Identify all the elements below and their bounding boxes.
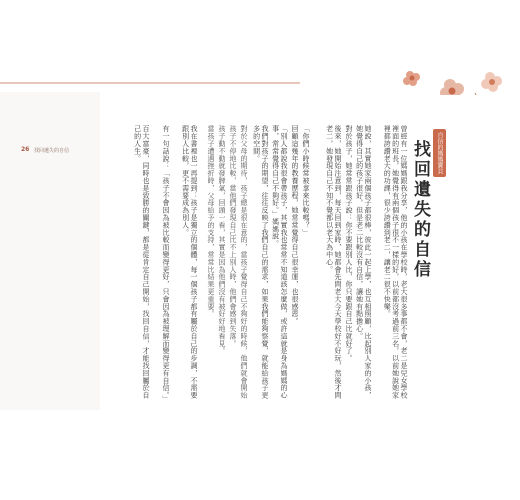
paragraph: 有一句話說：「孩子不會因為被比較而變得更好，只會因為被理解而變得更有自信。」 [162,125,170,403]
section-title: 找回遺失的自信 [410,140,430,280]
bullet-item: 當孩子遭遇挫折時，父母給予的支持，常常比結果更重要。 [207,125,215,318]
flower-icon [403,71,420,86]
flower-icon [481,72,502,92]
text-page [103,95,498,413]
paragraph: 曾經有一位媽媽跟我分享，他的小孩在學校時，老大很多事都不會，老二是兒女學校裡面的班長，她覺得有兩個孩子很不一樣的好，以前都沒考過前三名，以前她說她家裡都誇讚老大的功課，很少誇讚到老二，讓老二很不快樂。 [383,125,408,399]
paragraph: 對於孩子，她常常跟孩子說：你不要跟別人比，你只要跟自己比就好了。 [345,125,353,362]
running-title: 找回遺失的自信 [34,148,70,154]
paragraph: 我在書裡也一再提到：孩子是獨立的個體，每一個孩子都有屬於自己的步調，不需要跟別人比較，更不需要成為別人。 [181,125,198,399]
left-page-margin [0,90,100,410]
page-number: 26 [21,146,30,153]
bullet-item: 孩子動不動就發脾氣，回頭一看，其實是因為他們沒有被好好地看見。 [218,125,226,355]
paragraph: 她說，其實她家兩個孩子都很棒，彼此一起上學，也互相照顧，比起別人家的小孩，她覺得自己的孩子很好，但是老二比較沒有自信，讓她有點擔心。 [355,125,372,399]
bullet-item: 對於父母的期待，孩子總是很在意的，當孩子覺得自己不夠好的時候，他們就會開始 [240,125,248,399]
header-rule [0,82,300,84]
paragraph: 百大富豪，同時也是致勝的關鍵，都是從肯定自己開始，找回自信，才能找回屬於自己的人生。 [133,125,150,399]
paragraph: 回顧這幾年的教養歷程，她常常覺得自己很幸運，也很感恩。 [291,125,299,325]
quote: 「你們小時候常被拿來比較嗎？」 [302,125,310,236]
paragraph: 「別人都說我很會帶孩子，其實我也常常不知道該怎麼做，或許這就是身為媽媽的心事，常常覺得自己不夠好。」媽媽說。 [271,125,288,399]
section-tag: 自信的媽媽寶貝 [433,129,446,177]
bullet-item: 孩子不停地比較，當他們發現自己比不上別人時，他們會感到失落。 [229,125,237,347]
paragraph: 後來，她開始注意到，每天回到家時，她都會先問老大今天學校好不好玩，然後才問老二，她發現自己不知不覺都以老大為中心。 [325,125,342,399]
paragraph: 我們對孩子的期望，往往反映了我們自己的需求，如果我們能夠察覺，就能給孩子更多的空間。 [252,125,269,399]
